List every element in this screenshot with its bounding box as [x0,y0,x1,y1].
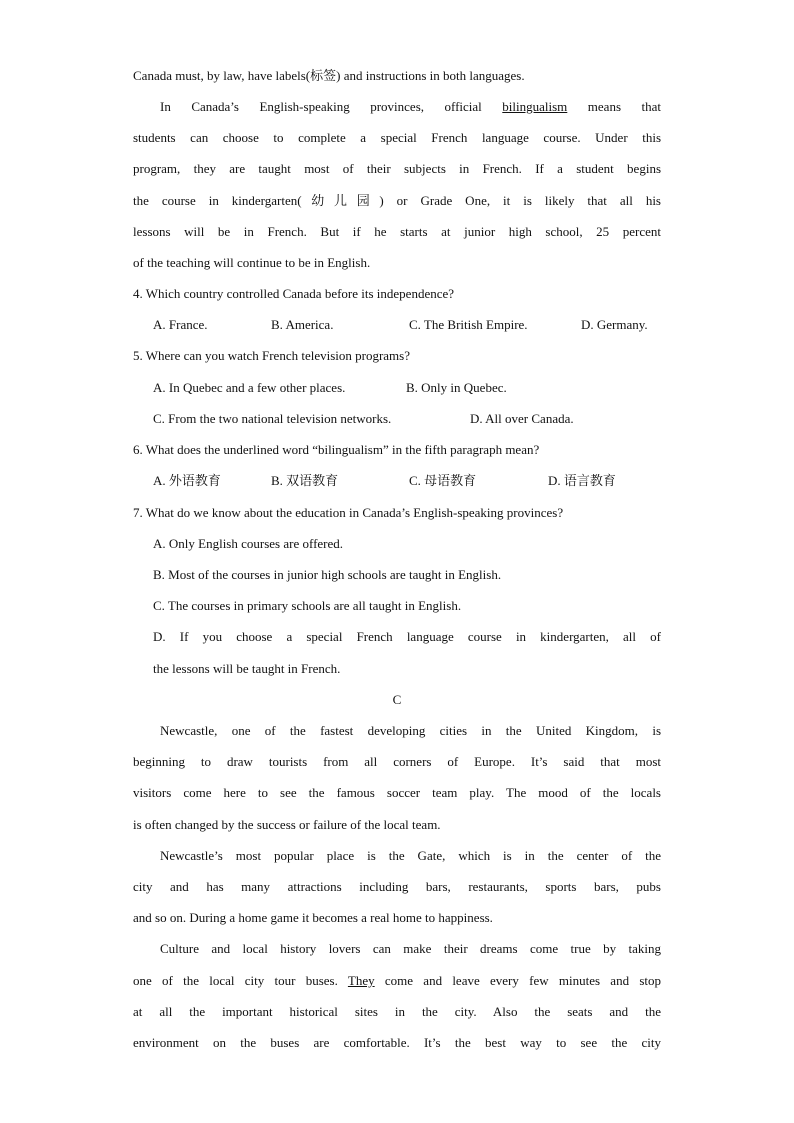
passage-line: the course in kindergarten(幼儿园) or Grade One, it is likely that all his [133,193,661,208]
passage-line: lessons will be in French. But if he starts at junior high school, 25 percent [133,224,661,239]
option-6c: C. 母语教育 [409,473,477,488]
option-6b: B. 双语教育 [271,473,339,488]
passage-line: Newcastle’s most popular place is the Gate, which is in the center of the [160,848,661,863]
question-stem-6: 6. What does the underlined word “bilingualism” in the fifth paragraph mean? [133,442,540,457]
question-stem-5: 5. Where can you watch French television programs? [133,348,410,363]
passage-line: Canada must, by law, have labels(标签) and instructions in both languages. [133,68,525,83]
passage-line: Newcastle, one of the fastest developing cities in the United Kingdom, is [160,723,661,738]
text-run: come and leave every few minutes and stop [374,973,661,988]
option-5d: D. All over Canada. [470,411,574,426]
passage-line: students can choose to complete a special French language course. Under this [133,130,661,145]
option-4c: C. The British Empire. [409,317,528,332]
passage-line: environment on the buses are comfortable. It’s the best way to see the city [133,1035,661,1050]
option-5b: B. Only in Quebec. [406,380,507,395]
passage-line: is often changed by the success or failure of the local team. [133,817,441,832]
option-4a: A. France. [153,317,208,332]
passage-line [133,971,661,991]
option-7b: B. Most of the courses in junior high schools are taught in English. [153,567,502,582]
option-7d-continued: the lessons will be taught in French. [153,661,341,676]
underlined-word-they: They [347,973,375,988]
option-7a: A. Only English courses are offered. [153,536,344,551]
passage-line: at all the important historical sites in the city. Also the seats and the [133,1004,661,1019]
option-4d: D. Germany. [581,317,648,332]
option-7d: D. If you choose a special French language course in kindergarten, all of [153,629,661,644]
option-6a: A. 外语教育 [153,473,221,488]
text-run: one of the local city tour buses. [133,973,348,988]
section-label-c: C [392,692,402,707]
option-6d: D. 语言教育 [548,473,616,488]
passage-line: of the teaching will continue to be in English. [133,255,371,270]
passage-line: Culture and local history lovers can make their dreams come true by taking [160,941,661,956]
passage-line: visitors come here to see the famous soccer team play. The mood of the locals [133,785,661,800]
option-7c: C. The courses in primary schools are all taught in English. [153,598,462,613]
passage-line: and so on. During a home game it becomes a real home to happiness. [133,910,493,925]
text-run: In Canada’s English-speaking provinces, official [160,99,503,114]
passage-line: beginning to draw tourists from all corners of Europe. It’s said that most [133,754,661,769]
underlined-word-bilingualism: bilingualism [502,99,568,114]
passage-line [160,97,661,117]
passage-line: city and has many attractions including bars, restaurants, sports bars, pubs [133,879,661,894]
passage-line: program, they are taught most of their subjects in French. If a student begins [133,161,661,176]
question-stem-7: 7. What do we know about the education in Canada’s English-speaking provinces? [133,505,564,520]
option-5c: C. From the two national television networks. [153,411,392,426]
option-4b: B. America. [271,317,334,332]
option-5a: A. In Quebec and a few other places. [153,380,346,395]
text-run: means that [567,99,661,114]
question-stem-4: 4. Which country controlled Canada before its independence? [133,286,455,301]
